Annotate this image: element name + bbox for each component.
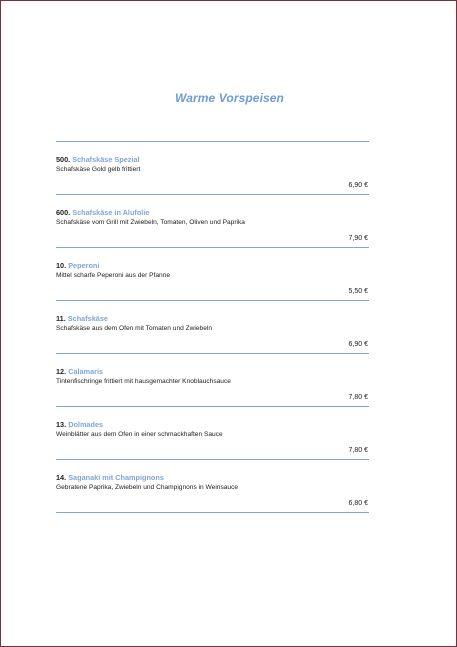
item-name: Schafskäse in Alufolie <box>72 208 150 217</box>
item-price: 6,80 € <box>348 500 368 507</box>
item-name: Peperoni <box>68 261 100 270</box>
item-number: 10. <box>56 261 67 270</box>
item-heading <box>56 473 164 482</box>
item-description: Schafskäse aus dem Ofen mit Tomaten und Zwiebeln <box>56 325 213 332</box>
item-heading <box>56 367 103 376</box>
item-description: Weinblätter aus dem Ofen in einer schmackhaften Sauce <box>56 431 223 438</box>
item-name: Calamaris <box>68 367 104 376</box>
item-price: 5,50 € <box>348 288 368 295</box>
page-title: Warme Vorspeisen <box>175 91 284 105</box>
item-price: 7,90 € <box>348 235 368 242</box>
item-heading <box>56 261 99 270</box>
menu-item <box>56 301 369 354</box>
menu-list <box>56 141 369 513</box>
menu-item <box>56 142 369 195</box>
menu-item <box>56 195 369 248</box>
item-number: 14. <box>56 473 67 482</box>
item-number: 500. <box>56 155 71 164</box>
item-number: 13. <box>56 420 67 429</box>
item-description: Gebratene Paprika, Zwiebeln und Champignons in Weinsauce <box>56 484 239 491</box>
item-number: 600. <box>56 208 71 217</box>
item-number: 12. <box>56 367 67 376</box>
item-price: 6,90 € <box>348 182 368 189</box>
item-name: Schafskäse <box>67 314 108 323</box>
menu-item <box>56 407 369 460</box>
item-description: Schafskäse vom Grill mit Zwiebeln, Tomaten, Oliven und Paprika <box>56 219 245 226</box>
menu-item <box>56 248 369 301</box>
item-description: Schafskäse Gold gelb frittiert <box>56 166 141 173</box>
item-heading <box>56 155 140 164</box>
menu-item <box>56 354 369 407</box>
item-name: Schafskäse Spezial <box>72 155 140 164</box>
item-number: 11. <box>56 314 66 323</box>
item-description: Mittel scharfe Peperoni aus der Pfanne <box>56 272 170 279</box>
item-heading <box>56 314 108 323</box>
item-heading <box>56 208 149 217</box>
item-price: 6,90 € <box>348 341 368 348</box>
item-price: 7,80 € <box>348 394 368 401</box>
item-name: Dolmades <box>68 420 104 429</box>
item-heading <box>56 420 103 429</box>
item-description: Tintenfischringe frittiert mit hausgemachter Knoblauchsauce <box>56 378 231 385</box>
item-price: 7,80 € <box>348 447 368 454</box>
item-name: Saganaki mit Champignons <box>68 473 164 482</box>
menu-item <box>56 460 369 513</box>
